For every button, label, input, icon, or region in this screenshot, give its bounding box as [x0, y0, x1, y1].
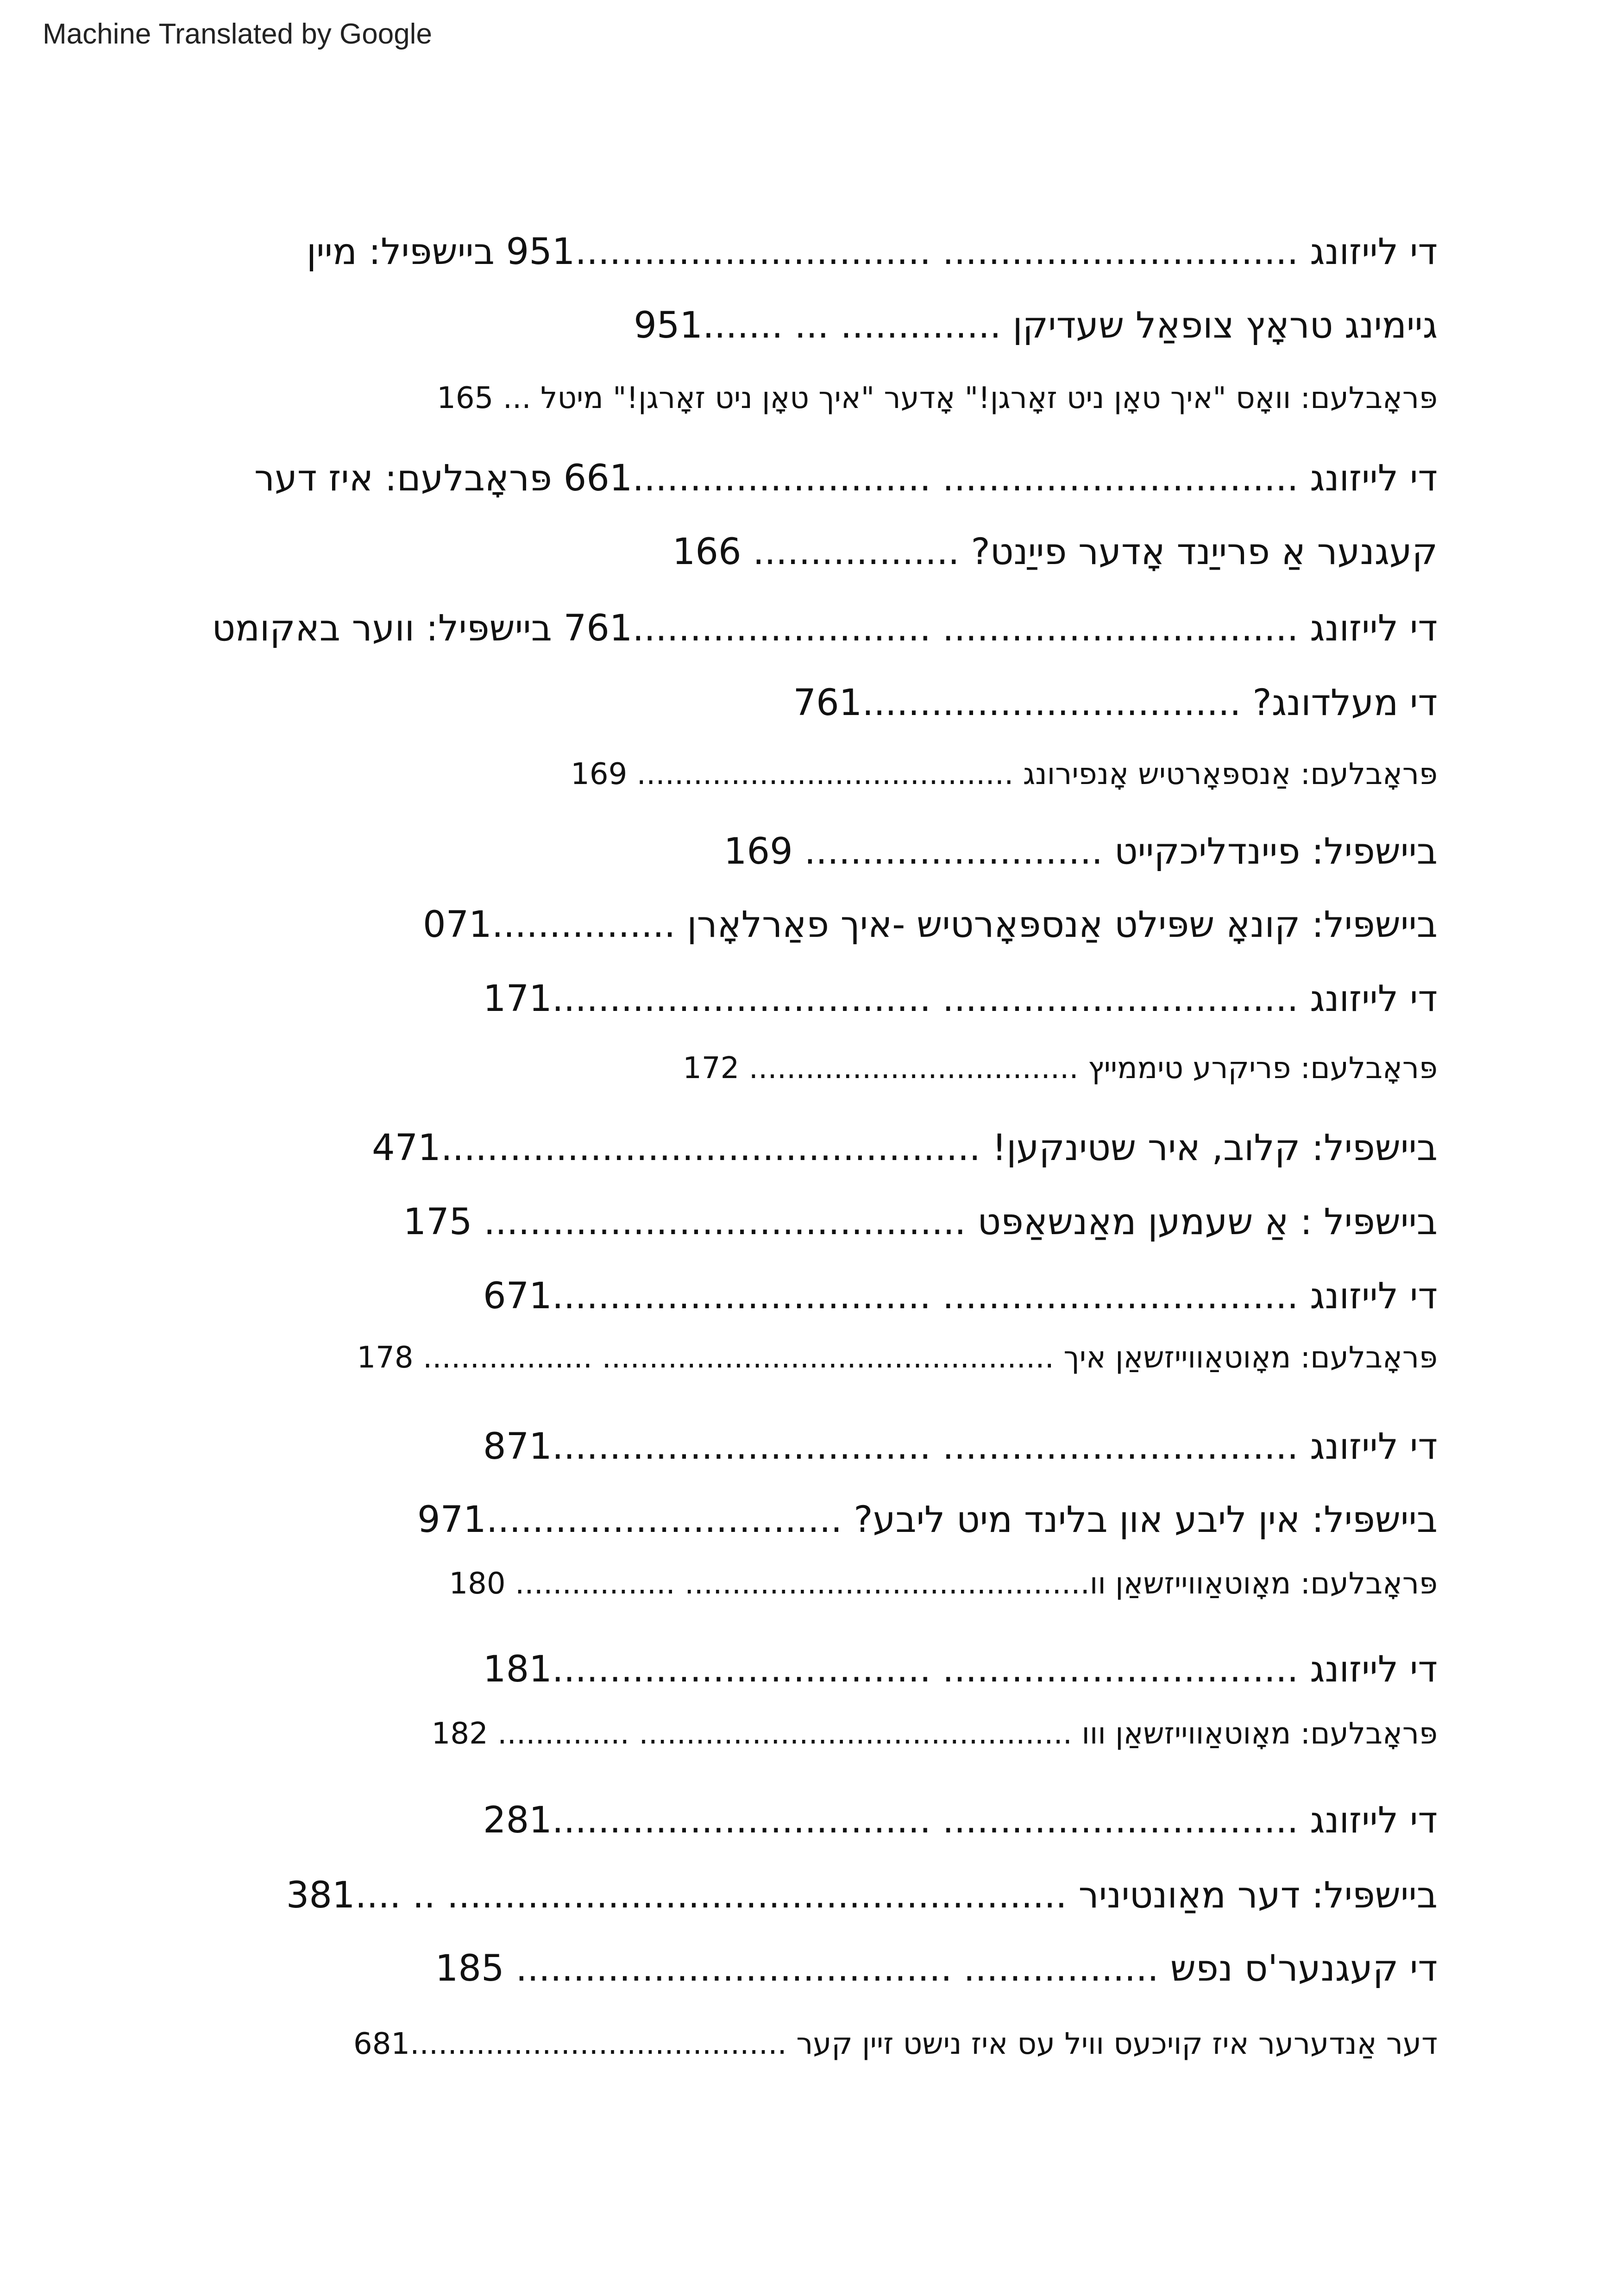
toc-line: די לייזונג ............................... .................................171	[483, 978, 1438, 1020]
toc-line: ביישפיל: קלוב, איר שטינקען! ...............................................471	[371, 1127, 1438, 1169]
toc-line: ביישפּיל: קונאָ שפּילט אַנספּאָרטיש -איך פאַרלאָרן ................071	[422, 904, 1438, 946]
toc-line: פּראָבלעם: וואָס "איך טאָן ניט זאָרגן!" אָדער "איך טאָן ניט זאָרגן!" מיטל ... 165	[437, 381, 1438, 415]
toc-line: פּראָבלעם: מאָוטאַווייזשאַן ווו .............................................. .............. 182	[431, 1717, 1438, 1751]
toc-line: ביישפיל: פיינדליכקייט .......................... 169	[723, 831, 1438, 872]
toc-line: קעגנער אַ פרייַנד אָדער פייַנט? .................. 166	[672, 531, 1438, 573]
toc-line: די לייזונג ............................... ..........................661 פּראָבלעם: איז דער	[254, 458, 1438, 499]
toc-line: די מעלדונג? .................................761	[793, 682, 1438, 724]
machine-translation-header: Machine Translated by Google	[43, 18, 432, 50]
toc-line: ביישפּיל: אין ליבע און בלינד מיט ליבע? ...............................971	[417, 1499, 1438, 1541]
toc-line: די לייזונג ............................... .................................871	[483, 1426, 1438, 1468]
toc-line: ביישפּיל: דער מאַונטיניר ...................................................... .. ....381	[286, 1875, 1438, 1916]
toc-line: פּראָבלעם: אַנספּאָרטיש אָנפירונג ........................................ 169	[571, 757, 1438, 791]
toc-line: די קעגנער'ס נפש ................. ...................................... 185	[435, 1948, 1438, 1989]
toc-line: פּראָבלעם: מאָוטאַווייזשאַן איך ................................................ .................. 178	[357, 1341, 1438, 1375]
toc-line: די לייזונג ............................... ..........................761 ביישפּיל: ווער באקומט	[212, 608, 1438, 649]
toc-line: די לייזונג ............................... .................................671	[483, 1275, 1438, 1317]
toc-line: די לייזונג ............................... .................................181	[483, 1649, 1438, 1690]
toc-line: פּראָבלעם: מאָוטאַווייזשאַן וו........................................... ................. 180	[449, 1567, 1438, 1601]
toc-line: די לייזונג ............................... ...............................951 ביישפּיל: מיין	[306, 231, 1438, 273]
toc-line: ביישפּיל : אַ שעמען מאַנשאַפּט .......................................... 175	[403, 1201, 1438, 1243]
toc-line: פּראָבלעם: פריקרע טיממייץ ................................... 172	[683, 1051, 1438, 1085]
toc-line: דער אַנדערער איז קויכעס וויל עס איז נישט זיין קער ........................................681	[353, 2027, 1438, 2061]
toc-line: גיימינג טראָץ צופאַל שעדיקן .............. ... .......951	[634, 305, 1438, 346]
toc-line: די לייזונג ............................... .................................281	[483, 1800, 1438, 1841]
